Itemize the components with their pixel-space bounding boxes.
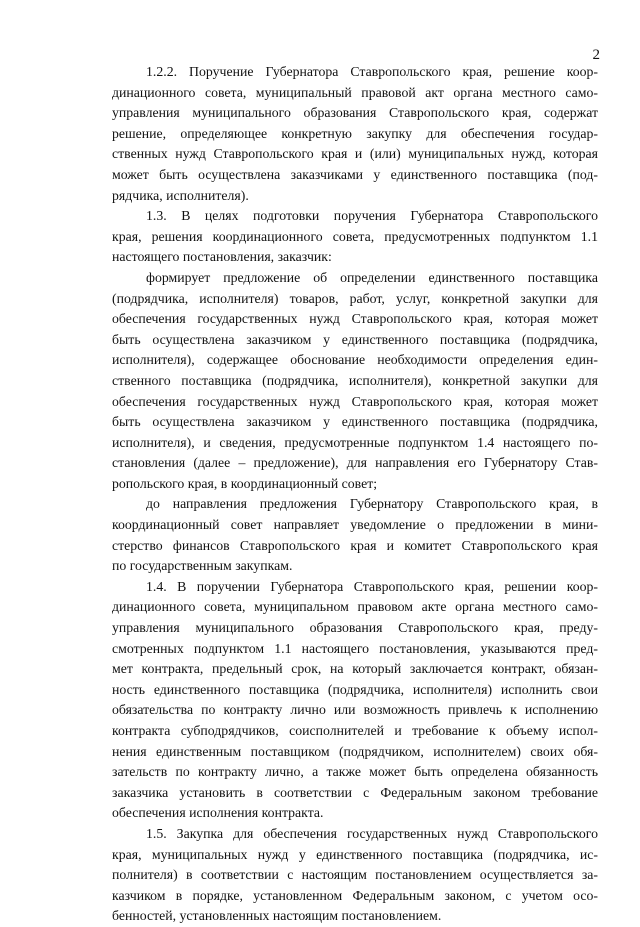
text-line: быть осуществлена заказчиком у единственного поставщика (подрядчика, <box>112 414 598 430</box>
text-line: формирует предложение об определении единственного поставщика <box>146 269 598 285</box>
text-line: управления муниципального образования Ставропольского края, преду- <box>112 620 598 636</box>
text-line: исполнителя), и сведения, предусмотренные подпунктом 1.4 настоящего по- <box>112 434 598 450</box>
text-line: динационного совета, муниципальный правовой акт органа местного само- <box>112 84 598 100</box>
text-line: смотренных подпунктом 1.1 настоящего постановления, указываются пред- <box>112 640 598 656</box>
text-line: нения единственным поставщиком (подрядчиком, исполнителем) своих обя- <box>112 743 598 759</box>
text-line: ственных нужд Ставропольского края и (или) муниципальных нужд, которая <box>112 146 598 162</box>
text-line: по государственным закупкам. <box>112 558 293 574</box>
text-line: заказчика установить в соответствии с Федеральным законом требование <box>112 784 598 800</box>
text-line: ственного поставщика (подрядчика, исполнителя), конкретной закупки для <box>112 372 598 388</box>
text-line: обеспечения государственных нужд Ставропольского края, которая может <box>112 393 598 409</box>
text-line: края, решения координационного совета, предусмотренных подпунктом 1.1 <box>112 228 598 244</box>
text-line: обеспечения государственных нужд Ставропольского края, которая может <box>112 311 598 327</box>
text-line: координационный совет направляет уведомление о предложении в мини- <box>112 517 598 533</box>
text-line: динационного совета, муниципальном правовом акте органа местного само- <box>112 599 598 615</box>
text-line: края, муниципальных нужд у единственного поставщика (подрядчика, ис- <box>112 846 598 862</box>
text-line: становления (далее – предложение), для направления его Губернатору Став- <box>112 455 598 471</box>
text-line: до направления предложения Губернатору Ставропольского края, в <box>146 496 598 512</box>
text-line: управления муниципального образования Ставропольского края, содержат <box>112 105 598 121</box>
text-line: 1.4. В поручении Губернатора Ставропольского края, решении коор- <box>146 578 598 594</box>
paragraph-p-1-2-2 <box>112 62 598 206</box>
text-line: 1.3. В целях подготовки поручения Губернатора Ставропольского <box>146 208 598 224</box>
text-line: рядчика, исполнителя). <box>112 187 249 203</box>
text-line: может быть осуществлена заказчиками у единственного поставщика (под- <box>112 166 598 182</box>
text-line: ропольского края, в координационный совет; <box>112 475 378 491</box>
text-line: исполнителя), содержащее обоснование необходимости определения един- <box>112 352 598 368</box>
text-line: бенностей, установленных настоящим постановлением. <box>112 908 442 924</box>
text-line: полнителя) в соответствии с настоящим постановлением осуществляется за- <box>112 867 598 883</box>
text-line: контракта субподрядчиков, соисполнителей и требование к объему испол- <box>112 723 598 738</box>
text-line: 1.2.2. Поручение Губернатора Ставропольского края, решение коор- <box>146 64 598 79</box>
text-line: настоящего постановления, заказчик: <box>112 249 332 265</box>
paragraph-p-1-4 <box>112 577 598 824</box>
text-line: 1.5. Закупка для обеспечения государственных нужд Ставропольского <box>146 825 598 841</box>
text-line: ность единственного поставщика (подрядчика, исполнителя) исполнить свои <box>112 681 598 697</box>
paragraph-p-1-3 <box>112 206 598 268</box>
page-number: 2 <box>592 47 600 63</box>
paragraph-p-forms <box>112 268 598 495</box>
body-text <box>112 62 598 927</box>
text-line: обязательства по контракту лично или возможность привлечь к исполнению <box>112 702 598 718</box>
text-line: (подрядчика, исполнителя) товаров, работ, услуг, конкретной закупки для <box>112 290 598 306</box>
text-line: мет контракта, предельный срок, на который заключается контракт, обязан- <box>112 661 598 677</box>
text-line: решение, определяющее конкретную закупку для обеспечения государ- <box>112 125 598 141</box>
paragraph-p-1-5 <box>112 824 598 927</box>
paragraph-p-before <box>112 494 598 576</box>
text-line: быть осуществлена заказчиком у единственного поставщика (подрядчика, <box>112 331 598 347</box>
text-line: казчиком в порядке, установленном Федеральным законом, с учетом осо- <box>112 887 598 903</box>
text-line: обеспечения исполнения контракта. <box>112 805 324 821</box>
text-line: зательств по контракту лично, а также может быть определена обязанность <box>112 764 598 780</box>
text-line: стерство финансов Ставропольского края и комитет Ставропольского края <box>112 537 598 553</box>
